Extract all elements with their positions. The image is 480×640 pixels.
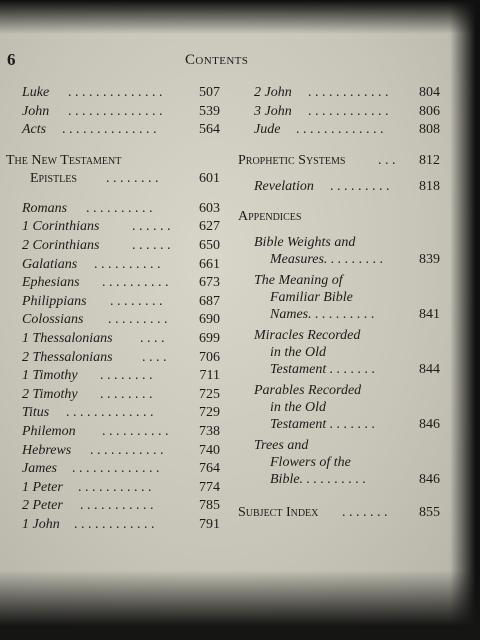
leader-dots: . . . (378, 152, 396, 168)
entry-line: Names. . . . . . . . . . (270, 307, 375, 323)
toc-entry (6, 516, 220, 535)
entry-page: 601 (199, 170, 220, 186)
entry-page: 839 (419, 252, 440, 268)
entry-title: 1 Corinthians (22, 219, 100, 235)
appendix-entry (238, 382, 440, 433)
entry-title: Colossians (22, 312, 84, 328)
entry-page: 808 (419, 122, 440, 138)
toc-entry (6, 367, 220, 386)
appendix-entry (238, 327, 440, 378)
entry-title: Romans (22, 200, 68, 216)
leader-dots: . . . . . . . . . . (86, 200, 153, 216)
entry-page: 846 (419, 417, 440, 433)
entry-line: The Meaning of (254, 273, 343, 289)
entry-page: 804 (419, 85, 440, 100)
toc-entry (238, 84, 440, 103)
toc-entry (6, 293, 220, 312)
toc-entry (6, 200, 220, 219)
entry-page: 699 (199, 330, 220, 346)
entry-page: 841 (419, 307, 440, 323)
entry-page: 673 (199, 275, 220, 291)
entry-line: Bible Weights and (254, 235, 356, 251)
entry-line: Measures. . . . . . . . . (270, 252, 384, 268)
entry-line: Trees and (254, 438, 309, 454)
entry-page: 740 (199, 442, 220, 458)
entry-page: 539 (199, 103, 220, 119)
toc-entry (6, 497, 220, 516)
entry-title: Galatians (22, 256, 78, 272)
entry-title: Ephesians (22, 275, 80, 291)
entry-page: 706 (199, 349, 220, 365)
leader-dots: . . . . . . . . . . . . (308, 103, 389, 119)
section-heading-prophetic: Prophetic Systems (238, 152, 346, 168)
leader-dots: . . . . . . . . . . (94, 256, 161, 272)
entry-page: 627 (199, 219, 220, 235)
section-heading-new-testament: The New Testament (6, 152, 122, 168)
toc-entry (6, 460, 220, 479)
leader-dots: . . . . . . . . . . . (78, 479, 152, 495)
entry-title: James (22, 461, 57, 477)
entry-line: Parables Recorded (254, 383, 362, 399)
entry-page: 812 (419, 152, 440, 168)
leader-dots: . . . . . . . . . . . . . . (68, 103, 163, 119)
left-column (6, 84, 220, 534)
toc-entry (6, 423, 220, 442)
entry-title: 3 John (254, 103, 292, 119)
toc-entry (6, 237, 220, 256)
entry-title: Philippians (22, 293, 87, 309)
leader-dots: . . . . (142, 349, 167, 365)
entry-line: Testament . . . . . . . (270, 417, 376, 433)
section-subject-index (238, 504, 440, 522)
entry-line: Miracles Recorded (254, 328, 361, 344)
entry-title: Hebrews (22, 442, 72, 458)
leader-dots: . . . . . . . . . (108, 312, 168, 328)
entry-title: 2 Timothy (22, 386, 78, 402)
entry-title: Jude (254, 122, 281, 138)
leader-dots: . . . . . . . . (106, 170, 159, 186)
entry-page: 855 (419, 505, 440, 521)
entry-title: Luke (22, 85, 50, 100)
leader-dots: . . . . . . . . . . (102, 275, 169, 291)
toc-entry (6, 479, 220, 498)
right-shadow (450, 0, 480, 640)
entry-title: 2 Peter (22, 498, 63, 514)
entry-page: 711 (199, 368, 220, 384)
toc-entry (6, 311, 220, 330)
entry-title: 1 Peter (22, 479, 63, 495)
entry-page: 564 (199, 122, 220, 138)
section-heading-appendices: Appendices (238, 209, 302, 225)
leader-dots: . . . . . . . . . . (102, 423, 169, 439)
entry-page: 818 (419, 178, 440, 194)
appendix-entry (238, 272, 440, 323)
leader-dots: . . . . . . . . . . . . . (66, 405, 154, 421)
leader-dots: . . . . . . . . . . . . (308, 85, 389, 100)
page-number: 6 (7, 50, 16, 69)
leader-dots: . . . . . . . (342, 505, 388, 521)
entry-page: 729 (199, 405, 220, 421)
entry-page: 687 (199, 293, 220, 309)
leader-dots: . . . . . . . . . . . (90, 442, 164, 458)
entry-title: 2 Thessalonians (22, 349, 113, 365)
section-heading-epistles: Epistles (30, 170, 77, 186)
toc-entry (6, 256, 220, 275)
leader-dots: . . . . . . (132, 237, 171, 253)
leader-dots: . . . . . . . . (100, 368, 153, 384)
entry-title: Revelation (254, 178, 314, 194)
entry-title: Titus (22, 405, 50, 421)
toc-entry (6, 386, 220, 405)
entry-title: Acts (22, 122, 47, 138)
leader-dots: . . . . . . (132, 219, 171, 235)
leader-dots: . . . . . . . . . . . (80, 498, 154, 514)
entry-page: 738 (199, 423, 220, 439)
bottom-shadow (0, 570, 480, 640)
entry-page: 785 (199, 498, 220, 514)
leader-dots: . . . . . . . . . . . . . . (62, 122, 157, 138)
entry-title: 2 John (254, 85, 292, 100)
toc-entry (6, 274, 220, 293)
leader-dots: . . . . . . . . . . . . . (72, 461, 160, 477)
leader-dots: . . . . . . . . (110, 293, 163, 309)
page-title: Contents (185, 52, 249, 68)
entry-page: 774 (199, 479, 220, 495)
entry-page: 650 (199, 237, 220, 253)
toc-entry (238, 103, 440, 122)
top-shadow (0, 0, 480, 34)
entry-page: 507 (199, 85, 220, 100)
entry-title: 1 Timothy (22, 368, 78, 384)
entry-page: 844 (419, 362, 440, 378)
leader-dots: . . . . . . . . . . . . . (296, 122, 384, 138)
appendix-entry (238, 437, 440, 488)
entry-page: 806 (419, 103, 440, 119)
entry-line: Testament . . . . . . . (270, 362, 376, 378)
section-heading-subject-index: Subject Index (238, 505, 319, 521)
right-column (238, 84, 440, 522)
entry-title: Philemon (22, 423, 76, 439)
section-heading-epistles-row (6, 170, 220, 188)
entry-page: 764 (199, 461, 220, 477)
toc-entry (6, 442, 220, 461)
leader-dots: . . . . . . . . . . . . (74, 516, 155, 532)
entry-line: Bible. . . . . . . . . . (270, 472, 367, 488)
leader-dots: . . . . . . . . . . . . . . (68, 85, 163, 100)
entry-page: 791 (199, 516, 220, 532)
leader-dots: . . . . . . . . (100, 386, 153, 402)
entry-page: 603 (199, 200, 220, 216)
entry-page: 661 (199, 256, 220, 272)
entry-line: Familiar Bible (270, 290, 353, 306)
entry-title: John (22, 103, 50, 119)
toc-entry (6, 218, 220, 237)
toc-entry (6, 84, 220, 103)
entry-title: 1 Thessalonians (22, 330, 113, 346)
toc-entry (6, 103, 220, 122)
leader-dots: . . . . (140, 330, 165, 346)
toc-entry (6, 121, 220, 140)
entry-title: 1 John (22, 516, 60, 532)
appendix-entry (238, 234, 440, 268)
entry-line: in the Old (270, 345, 326, 361)
toc-entry (6, 349, 220, 368)
toc-entry (238, 121, 440, 140)
entry-line: Flowers of the (270, 455, 351, 471)
entry-page: 846 (419, 472, 440, 488)
section-prophetic-systems (238, 152, 440, 170)
toc-entry (238, 178, 440, 197)
entry-page: 725 (199, 386, 220, 402)
toc-entry (6, 330, 220, 349)
entry-title: 2 Corinthians (22, 237, 100, 253)
leader-dots: . . . . . . . . . (330, 178, 390, 194)
toc-entry (6, 404, 220, 423)
entry-page: 690 (199, 312, 220, 328)
entry-line: in the Old (270, 400, 326, 416)
